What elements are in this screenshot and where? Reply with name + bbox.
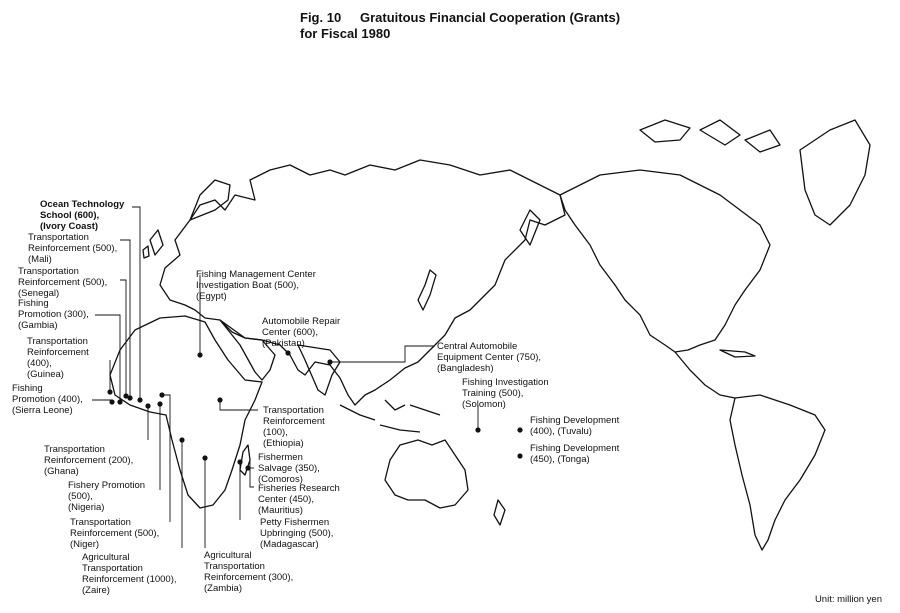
japan-outline [418,270,436,310]
label-ghana: Transportation Reinforcement (200), (Ghana) [44,444,134,477]
label-solomon: Fishing Investigation Training (500), (Solomon) [462,377,549,410]
label-ethiopia: Transportation Reinforcement (100), (Ethiopia) [263,405,325,449]
unit-note: Unit: million yen [814,594,882,605]
central-america-outline [675,352,735,398]
label-zambia: Agricultural Transportation Reinforcement (300), (Zambia) [204,550,294,594]
scandinavia-outline [190,180,230,220]
label-egypt: Fishing Management Center Investigation Boat (500), (Egypt) [196,269,316,302]
new-zealand-outline [494,500,505,525]
label-guinea: Transportation Reinforcement (400), (Guinea) [27,336,89,380]
title-line-2: for Fiscal 1980 [300,26,391,41]
label-pakistan: Automobile Repair Center (600), (Pakistan) [262,316,341,349]
greenland-outline [800,120,870,225]
label-bangladesh: Central Automobile Equipment Center (750), (Bangladesh) [437,341,542,374]
label-comoros: Fishermen Salvage (350), (Comoros) [258,452,320,485]
arctic-islands-outline [640,120,780,152]
title-line-1: Gratuitous Financial Cooperation (Grants) [360,10,621,25]
cuba-outline [720,350,755,357]
north-america-outline [560,170,770,352]
label-sierra-leone: Fishing Promotion (400), (Sierra Leone) [12,383,83,416]
label-gambia: Fishing Promotion (300), (Gambia) [18,298,89,331]
south-america-outline [730,395,825,550]
label-niger: Transportation Reinforcement (500), (Niger) [70,517,160,550]
label-madagascar: Petty Fishermen Upbringing (500), (Madagascar) [260,517,334,550]
label-mali: Transportation Reinforcement (500), (Mali) [28,232,118,265]
label-mauritius: Fisheries Research Center (450), (Mauritius) [258,483,340,516]
label-ivory-coast: Ocean Technology School (600), (Ivory Coast) [40,199,125,232]
figure-number: Fig. 10 [300,10,342,25]
kamchatka-outline [520,210,540,245]
australia-outline [385,440,468,508]
label-senegal: Transportation Reinforcement (500), (Senegal) [18,266,108,299]
british-isles-outline [143,230,163,258]
label-zaire: Agricultural Transportation Reinforcement (1000), (Zaire) [82,552,177,596]
label-tonga: Fishing Development (450), (Tonga) [530,443,620,465]
label-nigeria: Fishery Promotion (500), (Nigeria) [68,480,146,513]
label-tuvalu: Fishing Development (400), (Tuvalu) [530,415,620,437]
